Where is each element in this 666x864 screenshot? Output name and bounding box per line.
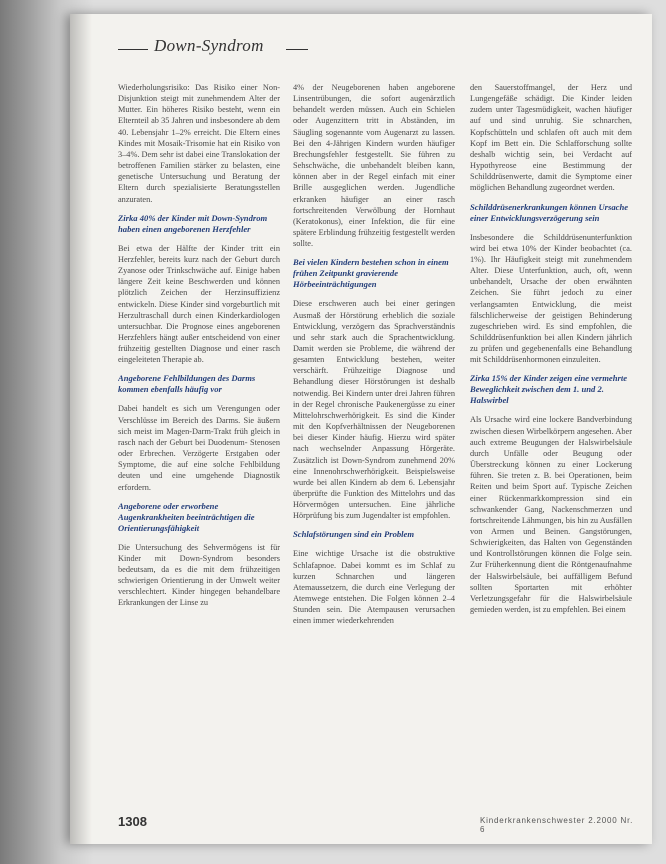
section-heading: Schilddrüsenerkrankungen können Ursache einer Entwicklungsverzögerung sein — [470, 201, 629, 223]
body-paragraph: Dabei handelt es sich um Verengungen oder Verschlüsse im Bereich des Darms. Sie äußern sich meist im Magen-Darm-Trakt früh gleich in rasch nach der Geburt bei Duodenum- Stenosen oder Erbrechen. Verzögerte Erstgaben oder Symptome, die auf eine solche Fehlbildung deuten und eine umgehende Diagnostik erfordern. — [118, 404, 280, 492]
body-paragraph: den Sauerstoffmangel, der Herz und Lungengefäße schädigt. Die Kinder leiden zudem unter Tagesmüdigkeit, wachen häufiger auf und sind unruhig. Sie schnarchen, Kopfschütteln und schlafen oft auch mit dem Kopf im Bett ein. Die Schlafforschung sollte deshalb wichtig sein, bei Verdacht auf Hypothyreose eine Bestimmung der Schilddrüsenwerte, damit die Symptome einer möglichen Behandlung zugeordnet werden. — [470, 83, 632, 193]
journal-citation: Kinderkrankenschwester 2.2000 Nr. 6 — [480, 816, 634, 834]
page-number: 1308 — [118, 814, 147, 829]
section-heading: Zirka 40% der Kinder mit Down-Syndrom haben einen angeborenen Herzfehler — [118, 212, 268, 234]
section-heading: Angeborene oder erworbene Augenkrankheiten beeinträchtigen die Orientierungsfähigkeit — [118, 500, 255, 533]
body-paragraph: Die Untersuchung des Sehvermögens ist für Kinder mit Down-Syndrom besonders bedeutsam, da es die mit dem frühzeitigen schwierigen Orientierung in der Umwelt weiter verschlechtert. Kinder hingegen behandelbare Erkrankungen der Linse zu — [118, 542, 280, 608]
section-heading: Angeborene Fehlbildungen des Darms kommen ebenfalls häufig vor — [118, 373, 256, 395]
body-paragraph: Diese erschweren auch bei einer geringen Ausmaß der Hörstörung erheblich die soziale Entwicklung, verzögern das Sprachverständnis und sehr stark auch die Sprachentwicklung. Damit werden sie Probleme, die während der gesamten Entwicklung bestehen, weiter verschärft. Frühzeitige Diagnose und Behandlung dieser Hörstörungen ist deshalb notwendig. Bei Kindern unter drei Jahren führen in der Regel chronische Paukenergüsse zu einer Mittelohrschwerhörigkeit. Es sind die Kinder mit den Kopfverhältnissen der Neugeborenen bei dieser Kinder häufig. Hierzu wird später nach wechselnder Anpassung Hörgeräte. Zusätzlich ist Down-Syndrom zunehmend 20% eine Innenohrschwerhörigkeit. Beispielsweise wurde bei allen Kindern ab dem 6. Lebensjahr überprüfte die Funktion des Mittelohrs und das Hörvermögen untersuchen. Eine jährliche Hörprüfung bis zum Jugendalter ist empfohlen. — [293, 299, 455, 521]
text-column-1 — [118, 82, 280, 617]
page-footer — [118, 814, 638, 834]
body-paragraph: Als Ursache wird eine lockere Bandverbindung zwischen diesen Wirbelkörpern angesehen. Aber auch extreme Beugungen der Halswirbelsäule durch Unfälle oder Beugung oder Überstreckung können zu einer Lockerung führen. Sie treten z. B. bei Operationen, beim Reiten und beim Sport auf. Typische Zeichen einer Rückenmarkkompression sind ein schwankender Gang, Nackenschmerzen und fortschreitende Lähmungen, bis hin zu Ausfällen von Armen und Beinen. Gangstörungen, Schwierigkeiten, das Halten von Gegenständen und Kontrollstörungen können die Folge sein. Zur Früherkennung dient die Röntgenaufnahme der Halswirbelsäule, bei auffälligem Befund sollten Sportarten mit erhöhter Verletzungsgefahr für die Halswirbelsäule gemieden werden, ist zu empfehlen. Bei einem — [470, 415, 632, 615]
body-paragraph: Bei etwa der Hälfte der Kinder tritt ein Herzfehler, bereits kurz nach der Geburt durch Zyanose oder Trinkschwäche auf. Einige haben längere Zeit keine Beschwerden und können plötzlich Zeichen der Herzinsuffizienz entwickeln. Diese Kinder sind vorgeburtlich mit Herzultraschall durch einen Kinderkardiologen untersuchbar. Die Prognose eines angeborenen Herzfehlers hängt außer entscheidend von einer frühzeitig gestellten Diagnose und einer rasch eingeleiteten Therapie ab. — [118, 243, 280, 365]
text-column-3 — [470, 82, 632, 623]
running-header — [110, 36, 610, 58]
binding-shadow — [70, 14, 92, 844]
header-rule-right — [286, 49, 308, 50]
body-paragraph: 4% der Neugeborenen haben angeborene Linsentrübungen, die sofort augenärztlich behandelt werden müssen. Auch ein Schielen oder Augenzittern tritt in Abständen, im Säugling sogenannte vom Augenarzt zu lassen. Bei den 4-Jährigen Kindern wurden häufiger Brechungsfehler festgestellt. Sie führen zu Sehschwäche, die unbehandelt bleiben kann, können aber in der Regel einfach mit einer Brille ausgeglichen werden. Jugendliche erkranken häufiger an einer rasch fortschreitenden Verwölbung der Hornhaut (Keratokonus), einer Infektion, die für eine spätere Erblindung frühzeitig festgestellt werden sollte. — [293, 83, 455, 249]
body-paragraph: Eine wichtige Ursache ist die obstruktive Schlafapnoe. Dabei kommt es im Schlaf zu kurzen Schnarchen und längeren Atemaussetzern, die durch eine Verlegung der Atemwege entstehen. Die Folgen können 2–4 Stunden sein. Die Atempausen verursachen einen immer wiederkehrenden — [293, 549, 455, 626]
body-paragraph: Wiederholungsrisiko: Das Risiko einer Non-Disjunktion steigt mit zunehmendem Alter der Mutter. Ein höheres Risiko besteht, wenn ein Elternteil ab 35 Jahren und insbesondere ab dem 40. Lebensjahr 1–2% erreicht. Die Eltern eines Kindes mit Mosaik-Trisomie hat ein Risiko von 3–4%. Dem sehr ist dabei eine Translokation der betroffenen Familien stärker zu belasten, eine genetische Untersuchung und Beratung der Eltern durch spezialisierte Beratungsstellen anzuraten. — [118, 83, 280, 204]
section-heading: Bei vielen Kindern bestehen schon in einem frühen Zeitpunkt gravierende Hörbeeinträchtigungen — [293, 257, 449, 290]
running-header-title: Down-Syndrom — [154, 36, 264, 55]
document-page — [70, 14, 652, 844]
body-paragraph: Insbesondere die Schilddrüsenunterfunktion wird bei etwa 10% der Kinder beobachtet (ca. 1%). Ihr Häufigkeit steigt mit zunehmendem Alter. Diese Unterfunktion, auch, oft, wenn unbehandelt, Ursache der oben erwähnten Zeichen. Sie führt jedoch zu einer verlangsamten Entwicklung, die meist fälschlicherweise der geistigen Behinderung zugeschrieben wird. Es sind empfohlen, die Schilddrüsenfunktion bei allen Kindern jährlich zu prüfen und gegebenenfalls eine Behandlung mit Schilddrüsenhormonen einzuleiten. — [470, 232, 632, 365]
section-heading: Schlafstörungen sind ein Problem — [293, 529, 415, 540]
text-column-2 — [293, 82, 455, 635]
header-rule-left — [118, 49, 148, 50]
section-heading: Zirka 15% der Kinder zeigen eine vermehrte Beweglichkeit zwischen dem 1. und 2. Halswirbel — [470, 373, 628, 406]
